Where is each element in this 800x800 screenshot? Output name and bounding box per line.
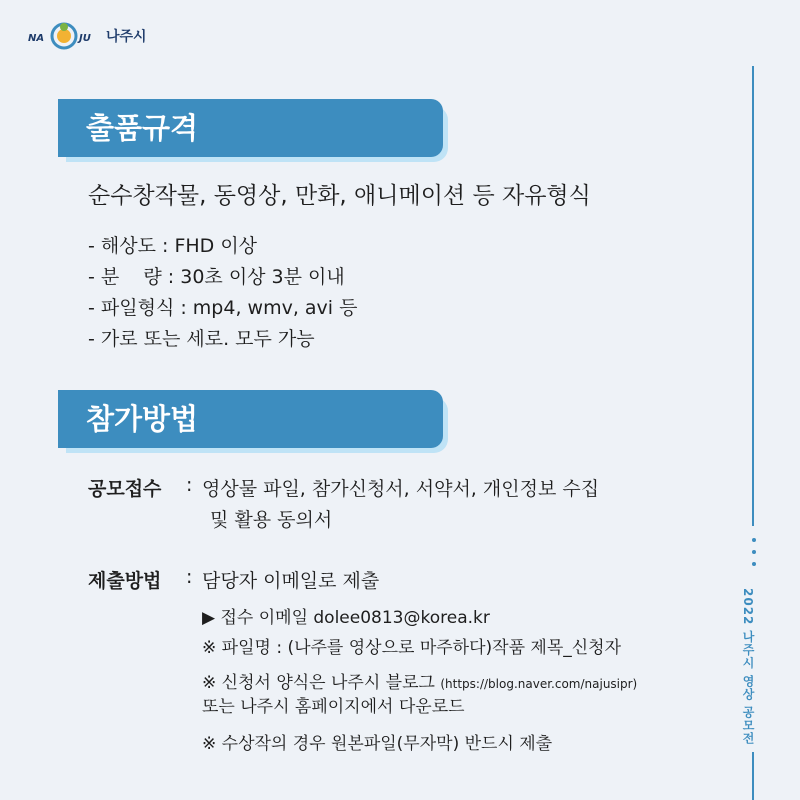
apply-text-line1: 영상물 파일, 참가신청서, 서약서, 개인정보 수집 bbox=[202, 478, 600, 500]
filename-line: ※ 파일명 : (나주를 영상으로 마주하다)작품 제목_신청자 bbox=[202, 638, 622, 658]
logo-emblem-icon bbox=[28, 18, 108, 54]
spec-headline: 순수창작물, 동영상, 만화, 애니메이션 등 자유형식 bbox=[88, 183, 591, 209]
side-divider-top bbox=[752, 66, 754, 526]
apply-colon: : bbox=[186, 474, 193, 496]
original-file-line: ※ 수상작의 경우 원본파일(무자막) 반드시 제출 bbox=[202, 734, 553, 754]
spec-orientation: - 가로 또는 세로. 모두 가능 bbox=[88, 328, 315, 350]
side-dot bbox=[752, 550, 756, 554]
form-line-2: 또는 나주시 홈페이지에서 다운로드 bbox=[202, 697, 465, 717]
form-line bbox=[202, 668, 637, 693]
email-line: ▶ 접수 이메일 dolee0813@korea.kr bbox=[202, 608, 490, 628]
side-dot bbox=[752, 538, 756, 542]
logo-right-text: JU bbox=[79, 33, 91, 44]
submit-text: 담당자 이메일로 제출 bbox=[202, 570, 380, 592]
side-dot bbox=[752, 562, 756, 566]
section-banner-spec bbox=[58, 99, 443, 157]
submit-colon: : bbox=[186, 566, 193, 588]
side-divider-bottom bbox=[752, 752, 754, 800]
spec-format: - 파일형식 : mp4, wmv, avi 등 bbox=[88, 297, 358, 319]
apply-text-line2: 및 활용 동의서 bbox=[210, 509, 333, 531]
submit-label: 제출방법 bbox=[88, 570, 162, 592]
najusi-logo bbox=[28, 18, 168, 54]
section-banner-participation bbox=[58, 390, 443, 448]
form-line-main: ※ 신청서 양식은 나주시 블로그 bbox=[202, 673, 435, 693]
logo-name: 나주시 bbox=[106, 29, 147, 45]
spec-length: - 분 량 : 30초 이상 3분 이내 bbox=[88, 266, 345, 288]
logo-left-text: NA bbox=[28, 33, 45, 44]
blog-url: (https://blog.naver.com/najusipr) bbox=[440, 677, 638, 691]
apply-label: 공모접수 bbox=[88, 478, 162, 500]
spec-resolution: - 해상도 : FHD 이상 bbox=[88, 235, 258, 257]
side-dots bbox=[744, 538, 764, 574]
section-title-participation: 참가방법 bbox=[58, 390, 443, 448]
side-vertical-title: 2022 나주시 영상 공모전 bbox=[741, 588, 755, 745]
section-title-spec: 출품규격 bbox=[58, 99, 443, 157]
